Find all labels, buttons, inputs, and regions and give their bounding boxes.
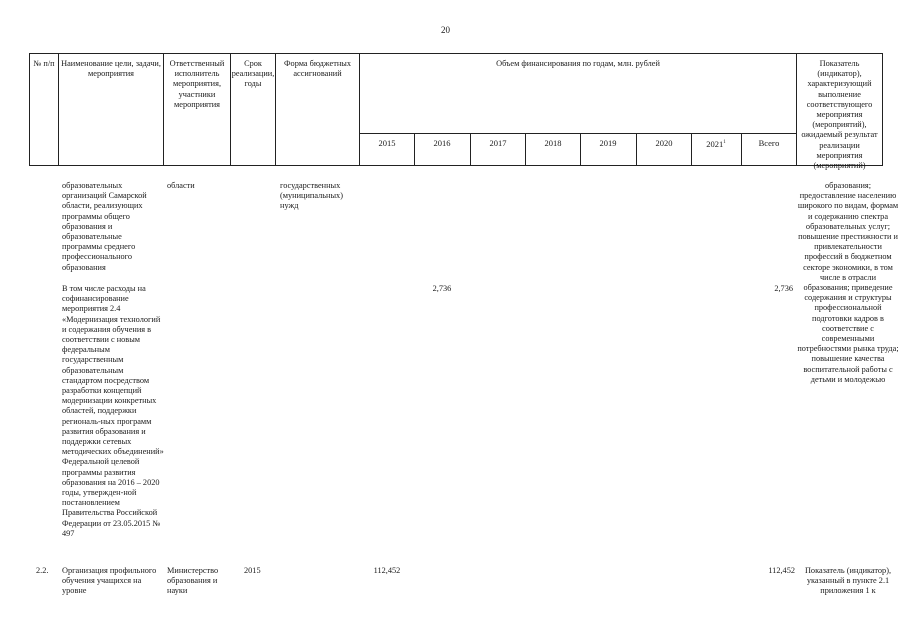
header-term: Срок реализации, годы (231, 59, 275, 89)
header-indicator: Показатель (индикатор), характеризующий выполнение соответствующего мероприятия (мероприятий), ожидаемый результат реализации мероприятия (мероприятий) (801, 59, 878, 171)
header-name: Наименование цели, задачи, мероприятия (61, 59, 161, 79)
header-total: Всего (758, 138, 780, 148)
row3-total: 112,452 (768, 566, 795, 575)
row1-form: государственных (муниципальных) нужд (280, 181, 343, 211)
row2-name: В том числе расходы на софинансирование мероприятия 2.4 «Модернизация технологий и содержания обучения в соответствии с новым федеральным государственным образовательным стандартом посредством разработки концепций модернизации конкретных областей, поддержки региональ-ных программ развития образования и поддержки сетевых методических объединений» Федеральной целевой программы развития образования на 2016 – 2020 годы, утвержден-ной постановлением Правительства Российской Федерации от 23.05.2015 № 497 (62, 284, 164, 538)
footnote-marker: 1 (723, 140, 726, 145)
row2-total: 2,736 (774, 284, 793, 293)
header-year-2016: 2016 (433, 138, 451, 148)
row3-indicator: Показатель (индикатор), указанный в пункте 2.1 приложения 1 к (804, 566, 892, 596)
row1-responsible: области (167, 181, 195, 190)
row3-num: 2.2. (36, 566, 49, 575)
header-year-2018: 2018 (544, 138, 562, 148)
row3-term: 2015 (244, 566, 261, 575)
row2-value-2016: 2,736 (432, 284, 452, 293)
header-num: № п/п (33, 59, 55, 68)
header-responsible: Ответственный исполнитель мероприятия, участники мероприятия (169, 59, 225, 109)
header-year-2017: 2017 (489, 138, 507, 148)
row1-name: образовательных организаций Самарской области, реализующих программы общего образования и образовательные программы среднего профессионального образования (62, 181, 147, 272)
header-year-2019: 2019 (599, 138, 617, 148)
header-financing: Объем финансирования по годам, млн. рублей (496, 59, 660, 68)
header-year-2015: 2015 (378, 138, 396, 148)
row3-value-2015: 112,452 (373, 566, 401, 575)
header-year-2020: 2020 (655, 138, 673, 148)
header-year-2021: 2021$^1$ (706, 138, 726, 149)
row3-responsible: Министерство образования и науки (167, 566, 219, 596)
row3-name: Организация профильного обучения учащихся на уровне (62, 566, 157, 596)
header-form: Форма бюджетных ассигнований (284, 59, 351, 79)
page-number: 20 (441, 25, 450, 35)
row1-indicator: образования; предоставление населению широкого по видам, формам и содержанию спектра образовательных услуг; повышение престижности и привлекательности профессий в бюджетном секторе экономики, в том числе в отрасли образования; приведение содержания и структуры профессиональной подготовки кадров в соответствие с современными потребностями рынка труда; повышение качества воспитательной работы с детьми и молодежью (797, 181, 899, 384)
